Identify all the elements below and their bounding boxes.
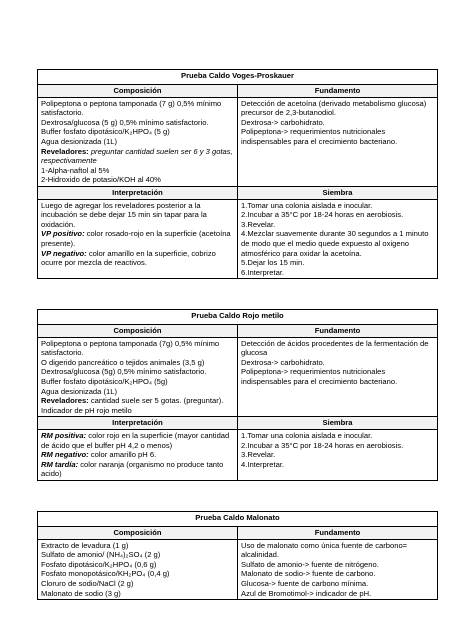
rm-siembra-step: 1.Tomar una colonia aislada e inocular.: [241, 430, 373, 440]
malonato-composicion-header: Composición: [38, 527, 238, 540]
vp-interp-text: Luego de agregar los reveladores posterior a la incubación se debe dejar 15 min sin tapar para la oxidación.: [41, 200, 207, 229]
vp-pos-label: VP positivo:: [41, 229, 85, 239]
rm-fund-line: Detección de ácidos procedentes de la fermentación de glucosa: [241, 338, 429, 358]
rm-composicion-cell: [38, 337, 238, 417]
vp-negativo: [41, 249, 234, 268]
rm-comp-line: O digerido pancreático o tejidos animales (3,5 g): [41, 357, 205, 367]
rm-pos-text: color rojo en la superficie (mayor cantidad de ácido que el buffer pH 4,2 o menos): [41, 430, 230, 450]
vp-fund-line: Detección de acetoína (derivado metabolismo glucosa) precursor de 2,3-butanodiol.: [241, 98, 427, 118]
malonato-comp-line: Fosfato monopotásico/KH₂PO₄ (0,4 g): [41, 569, 170, 579]
malonato-comp-line: Cloruro de sodio/NaCl (2 g): [41, 578, 134, 588]
vp-revelador-item: 1-Alpha-naftol al 5%: [41, 165, 110, 175]
rm-tar-text: color naranja (organismo no produce tanto acido): [41, 459, 224, 479]
rm-siembra-step: 4.Interpretar.: [241, 459, 285, 469]
rm-title: Prueba Caldo Rojo metilo: [38, 310, 438, 325]
rm-positiva: [41, 431, 234, 450]
rm-siembra-step: 2.Incubar a 35°C por 18-24 horas en aerobiosis.: [241, 440, 404, 450]
vp-siembra-cell: [238, 199, 438, 279]
vp-reveladores-text: preguntar cantidad suelen ser 6 y 3 gotas, respectivamente: [41, 146, 233, 166]
malonato-composicion-cell: [38, 539, 238, 600]
vp-neg-text: color amarillo en la superficie, cobrizo ocurre por mezcla de reactivos.: [41, 248, 216, 268]
vp-siembra-header: Siembra: [238, 186, 438, 199]
malonato-title: Prueba Caldo Malonato: [38, 512, 438, 527]
vp-fundamento-header: Fundamento: [238, 85, 438, 98]
rm-comp-line: Buffer fosfato dipotásico/K₂HPO₄ (5g): [41, 376, 168, 386]
vp-comp-line: Dextrosa/glucosa (5 g) 0,5% mínimo satisfactorio.: [41, 117, 209, 127]
malonato-table: [37, 511, 438, 600]
vp-siembra-step: 3.Revelar.: [241, 219, 276, 229]
rm-fund-line: Polipeptona-> requerimientos nutricionales indispensables para el crecimiento bacteriano.: [241, 367, 398, 386]
vp-reveladores: [41, 147, 234, 166]
rojo-metilo-table: [37, 309, 438, 481]
vp-interpretacion-cell: [38, 199, 238, 279]
vp-comp-line: Agua desionizada (1L): [41, 136, 117, 146]
vp-siembra-step: 2.Incubar a 35°C por 18-24 horas en aerobiosis.: [241, 210, 404, 220]
vp-fundamento-cell: [238, 97, 438, 186]
rm-siembra-step: 3.Revelar.: [241, 450, 276, 460]
malonato-comp-line: Sulfato de amonio/ (NH₄)₂SO₄ (2 g): [41, 550, 161, 560]
vp-composicion-cell: [38, 97, 238, 186]
vp-siembra-step: 6.Interpretar.: [241, 267, 285, 277]
malonato-fund-line: Malonato de sodio-> fuente de carbono.: [241, 569, 376, 579]
rm-tardia: [41, 460, 234, 479]
rm-indicador: Indicador de pH rojo metilo: [41, 405, 132, 415]
vp-siembra-step: 1.Tomar una colonia aislada e inocular.: [241, 200, 373, 210]
rm-fund-line: Dextrosa-> carbohidrato.: [241, 357, 325, 367]
vp-comp-line: Polipeptona o peptona tamponada (7 g) 0,5% mínimo satisfactorio.: [41, 98, 222, 118]
malonato-fund-line: Uso de malonato como única fuente de carbono= alcalinidad.: [241, 540, 408, 560]
vp-siembra-step: 5.Dejar los 15 min.: [241, 258, 305, 268]
rm-comp-line: Agua desionizada (1L): [41, 386, 117, 396]
voges-proskauer-table: [37, 69, 438, 279]
malonato-fund-line: Sulfato de amonio-> fuente de nitrógeno.: [241, 559, 379, 569]
rm-siembra-cell: [238, 429, 438, 480]
vp-interpretacion-header: Interpretación: [38, 186, 238, 199]
rm-fundamento-cell: [238, 337, 438, 417]
rm-interpretacion-cell: [38, 429, 238, 480]
rm-tar-label: RM tardía:: [41, 459, 79, 469]
rm-interpretacion-header: Interpretación: [38, 417, 238, 430]
malonato-fund-line: Azul de Bromotimol-> indicador de pH.: [241, 588, 372, 598]
vp-pos-text: color rosado-rojo en la superficie (acetoína presente).: [41, 229, 231, 248]
rm-siembra-header: Siembra: [238, 417, 438, 430]
vp-fund-line: Polipeptona-> requerimientos nutricionales indispensables para el crecimiento bacteriano.: [241, 127, 398, 146]
rm-reveladores-text: cantidad suele ser 5 gotas. (preguntar).: [88, 396, 224, 406]
rm-neg-label: RM negativo:: [41, 450, 89, 460]
vp-title: Prueba Caldo Voges-Proskauer: [38, 70, 438, 85]
rm-comp-line: Polipeptona o peptona tamponada (7g) 0,5% mínimo satisfactorio.: [41, 338, 220, 358]
malonato-comp-line: Malonato de sodio (3 g): [41, 588, 121, 598]
rm-fundamento-header: Fundamento: [238, 325, 438, 338]
rm-negativo: [41, 450, 234, 460]
rm-neg-text: color amarillo pH 6.: [88, 450, 157, 460]
vp-composicion-header: Composición: [38, 85, 238, 98]
malonato-fundamento-header: Fundamento: [238, 527, 438, 540]
rm-composicion-header: Composición: [38, 325, 238, 338]
vp-fund-line: Dextrosa-> carbohidrato.: [241, 117, 325, 127]
vp-siembra-step: 4.Mezclar suavemente durante 30 segundos a 1 minuto de modo que el medio quede expuesto al oxigeno atmosférico para oxidar la acetoína.: [241, 229, 429, 258]
vp-neg-label: VP negativo:: [41, 248, 87, 258]
rm-reveladores: [41, 396, 234, 406]
rm-pos-label: RM positiva:: [41, 430, 87, 440]
vp-positivo: [41, 229, 234, 248]
vp-revelador-item: 2-Hidroxido de potasio/KOH al 40%: [41, 175, 161, 185]
rm-comp-line: Dextrosa/glucosa (5g) 0,5% mínimo satisfactorio.: [41, 367, 207, 377]
vp-reveladores-label: Reveladores:: [41, 146, 89, 156]
malonato-fund-line: Glucosa-> fuente de carbono mínima.: [241, 578, 369, 588]
malonato-comp-line: Extracto de levadura (1 g): [41, 540, 129, 550]
malonato-comp-line: Fosfato dipotásico/K₂HPO₄ (0,6 g): [41, 559, 157, 569]
rm-reveladores-label: Reveladores:: [41, 396, 89, 406]
malonato-fundamento-cell: [238, 539, 438, 600]
vp-comp-line: Buffer fosfato dipotásico/K₂HPO₄ (5 g): [41, 127, 170, 137]
